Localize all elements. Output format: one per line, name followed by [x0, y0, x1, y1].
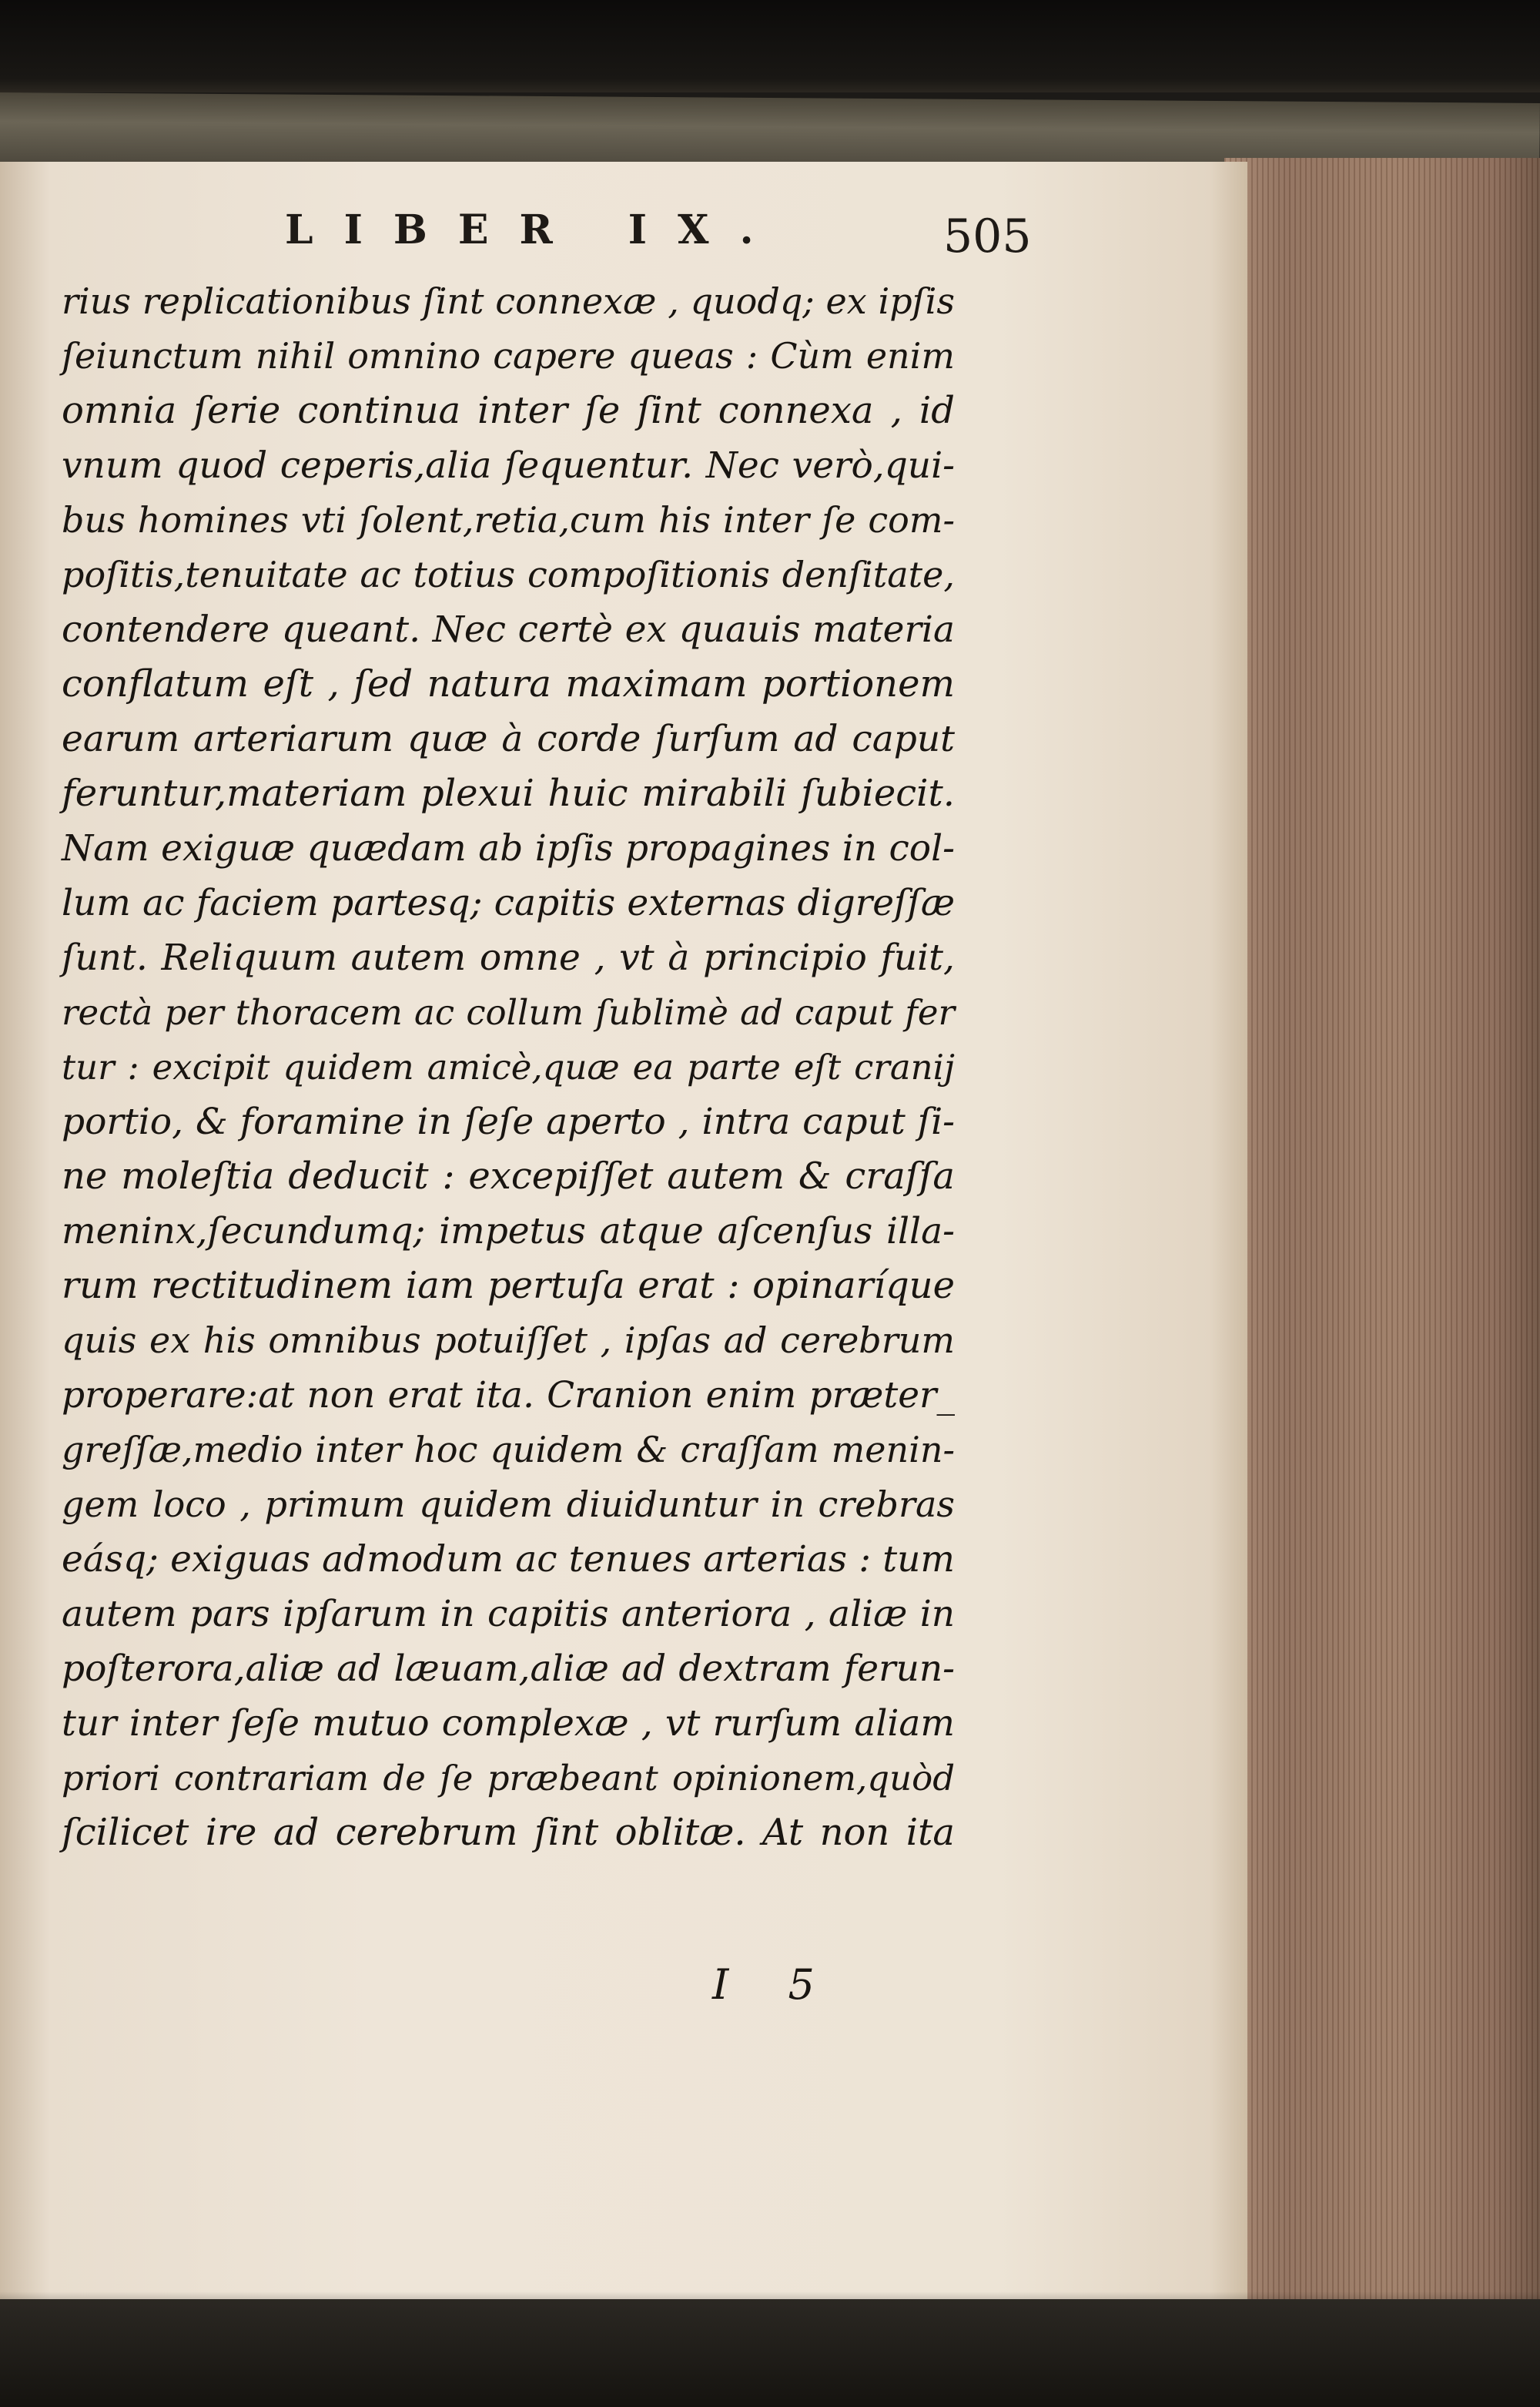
text-line: tur inter ſeſe mutuo complexæ , vt rurſum aliam — [62, 1702, 955, 1745]
text-line: gem loco , primum quidem diuiduntur in crebras — [62, 1483, 955, 1525]
body-text — [62, 274, 955, 1860]
text-line: omnia ſerie continua inter ſe ſint connexa , id — [62, 389, 955, 432]
text-line: vnum quod ceperis,alia ſequentur. Nec verò,qui- — [62, 444, 955, 487]
text-line: rum rectitudinem iam pertuſa erat : opinaríque — [62, 1264, 955, 1307]
background-top — [0, 0, 1540, 92]
page-number: 505 — [943, 210, 1032, 263]
text-line: lum ac faciem partesq; capitis externas digreſſæ — [62, 882, 955, 924]
text-line: earum arteriarum quæ à corde ſurſum ad caput — [62, 718, 955, 760]
text-line: priori contrariam de ſe præbeant opinionem,quòd — [62, 1758, 955, 1799]
text-line: rius replicationibus ſint connexæ , quodq; ex ipſis — [62, 280, 955, 322]
text-line: properare:at non erat ita. Cranion enim præter_ — [62, 1374, 955, 1416]
text-line: feruntur,materiam plexui huic mirabili ſubiecit. — [62, 772, 955, 815]
text-line: ſunt. Reliquum autem omne , vt à principio fuit, — [62, 937, 955, 979]
text-line: ne moleſtia deducit : excepiſſet autem & craſſa — [62, 1155, 955, 1198]
text-line: ſeiunctum nihil omnino capere queas : Cùm enim — [62, 335, 955, 377]
text-line: poſterora,aliæ ad læuam,aliæ ad dextram ferun- — [62, 1648, 955, 1690]
page-edges — [1224, 158, 1540, 2307]
text-line: tur : excipit quidem amicè,quæ ea parte eſt cranij — [62, 1047, 955, 1088]
text-line: autem pars ipſarum in capitis anteriora , aliæ in — [62, 1593, 955, 1635]
text-line: poſitis,tenuitate ac totius compoſitionis denſitate, — [62, 554, 955, 595]
text-line: ſcilicet ire ad cerebrum ſint oblitæ. At non ita — [62, 1811, 955, 1854]
text-line: bus homines vti ſolent,retia,cum his inter ſe com- — [62, 499, 955, 541]
text-line: eásq; exiguas admodum ac tenues arterias : tum — [62, 1538, 955, 1581]
text-line: greſſæ,medio inter hoc quidem & craſſam menin- — [62, 1429, 955, 1470]
running-head: LIBER IX. — [285, 206, 785, 253]
text-line: portio, & foramine in ſeſe aperto , intra caput ſi- — [62, 1101, 955, 1143]
text-line: rectà per thoracem ac collum ſublimè ad caput fer — [62, 992, 955, 1033]
background-bottom — [0, 2299, 1540, 2407]
text-line: meninx,ſecundumq; impetus atque aſcenſus illa- — [62, 1210, 955, 1252]
text-line: quis ex his omnibus potuiſſet , ipſas ad cerebrum — [62, 1319, 955, 1361]
text-line: Nam exiguæ quædam ab ipſis propagines in col- — [62, 827, 955, 870]
text-line: conflatum eſt , ſed natura maximam portionem — [62, 662, 955, 706]
text-line: contendere queant. Nec certè ex quauis materia — [62, 608, 955, 651]
signature-mark: I 5 — [712, 1960, 838, 2009]
